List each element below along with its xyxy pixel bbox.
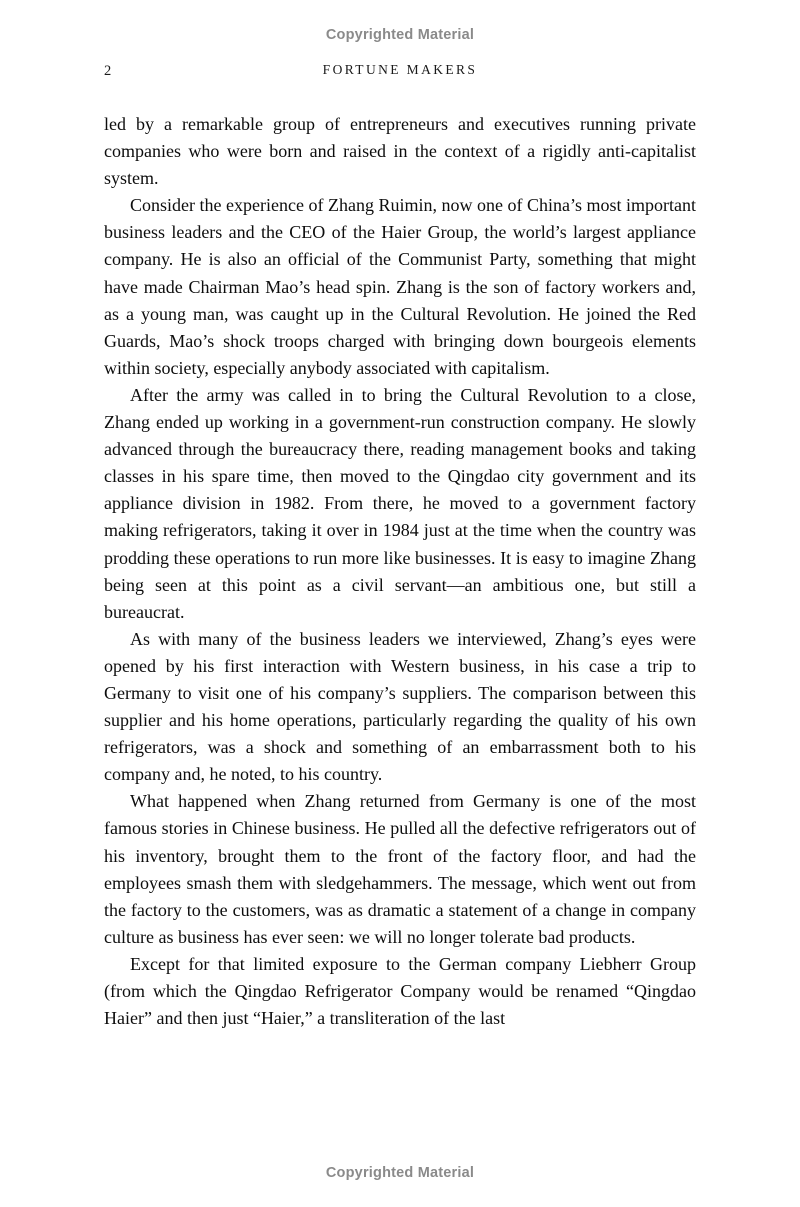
page-number: 2 [104,63,112,79]
paragraph: What happened when Zhang returned from Germany is one of the most famous stories in Chinese business. He pulled all the defective refrigerators out of his inventory, brought them to the front of the factory floor, and had the employees smash them with sledgehammers. The message, which went out from the factory to the customers, was as dramatic a statement of a change in company culture as business has ever seen: we will no longer tolerate bad products. [104,791,696,947]
paragraph: Except for that limited exposure to the German company Liebherr Group (from which the Qingdao Refrigerator Company would be renamed “Qingdao Haier” and then just “Haier,” a transliteration of the last [104,953,696,1029]
paragraph: As with many of the business leaders we interviewed, Zhang’s eyes were opened by his first interaction with Western business, in his case a trip to Germany to visit one of his company’s suppliers. The comparison between this supplier and his home operations, particularly regarding the quality of his own refrigerators, was a shock and something of an embarrassment both to his company and, he noted, to his country. [104,628,696,785]
copyright-notice-top: Copyrighted Material [325,27,475,43]
paragraph: After the army was called in to bring the Cultural Revolution to a close, Zhang ended up working in a government-run construction company. He slowly advanced through the bureaucracy there, reading management books and taking classes in his spare time, then moved to the Qingdao city government and its appliance division in 1982. From there, he moved to a government factory making refrigerators, taking it over in 1984 just at the time when the country was prodding these operations to run more like businesses. It is easy to imagine Zhang being seen at this point as a civil servant—an ambitious one, but still a bureaucrat. [104,384,696,622]
running-title: FORTUNE MAKERS [322,62,478,77]
paragraph: Consider the experience of Zhang Ruimin, now one of China’s most important business leaders and the CEO of the Haier Group, the world’s largest appliance company. He is also an official of the Communist Party, something that might have made Chairman Mao’s head spin. Zhang is the son of factory workers and, as a young man, was caught up in the Cultural Revolution. He joined the Red Guards, Mao’s shock troops charged with bringing down bourgeois elements within society, especially anybody associated with capitalism. [104,195,696,378]
copyright-notice-bottom: Copyrighted Material [325,1165,475,1181]
running-header [104,62,696,82]
body-text [104,111,696,1032]
paragraph: led by a remarkable group of entrepreneurs and executives running private companies who were born and raised in the context of a rigidly anti-capitalist system. [104,114,696,189]
